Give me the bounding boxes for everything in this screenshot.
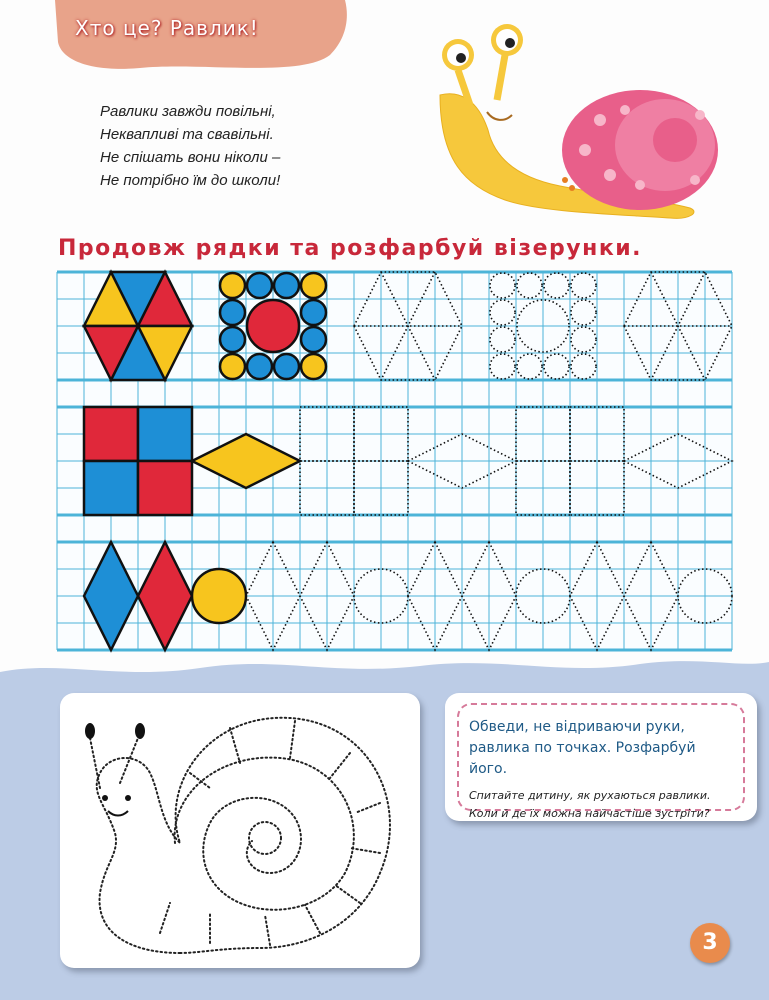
- dotted-snail-drawing: [60, 693, 420, 968]
- square: [84, 407, 138, 461]
- square: [138, 407, 192, 461]
- small-circle: [247, 354, 272, 379]
- square: [138, 461, 192, 515]
- small-circle: [301, 327, 326, 352]
- small-circle: [274, 273, 299, 298]
- small-circle: [220, 300, 245, 325]
- instruction-text: Обведи, не відриваючи руки, равлика по точках. Розфарбуй його.: [469, 719, 696, 777]
- page-title: Хто це? Равлик!: [75, 16, 259, 40]
- poem-line: Не потрібно їм до школи!: [100, 172, 281, 189]
- small-circle: [220, 354, 245, 379]
- snail-illustration: [440, 24, 718, 218]
- small-circle: [301, 300, 326, 325]
- poem: [100, 100, 280, 192]
- small-circle: [220, 327, 245, 352]
- poem-line: Равлики завжди повільні,: [100, 103, 276, 120]
- yellow-circle: [192, 569, 246, 623]
- task-title: Продовж рядки та розфарбуй візерунки.: [58, 236, 643, 261]
- instruction-card: [445, 693, 757, 821]
- small-circle: [301, 273, 326, 298]
- small-circle: [247, 273, 272, 298]
- big-circle: [247, 300, 299, 352]
- small-circle: [301, 354, 326, 379]
- small-circle: [274, 354, 299, 379]
- square: [84, 461, 138, 515]
- parent-tip-text: Спитайте дитину, як рухаються равлики. Коли й де їх можна найчастіше зустріти?: [469, 789, 711, 820]
- poem-line: Неквапливі та свавільні.: [100, 126, 274, 143]
- small-circle: [220, 273, 245, 298]
- poem-line: Не спішать вони ніколи –: [100, 149, 281, 166]
- tracing-card: [60, 693, 420, 968]
- page-number: 3: [690, 923, 730, 963]
